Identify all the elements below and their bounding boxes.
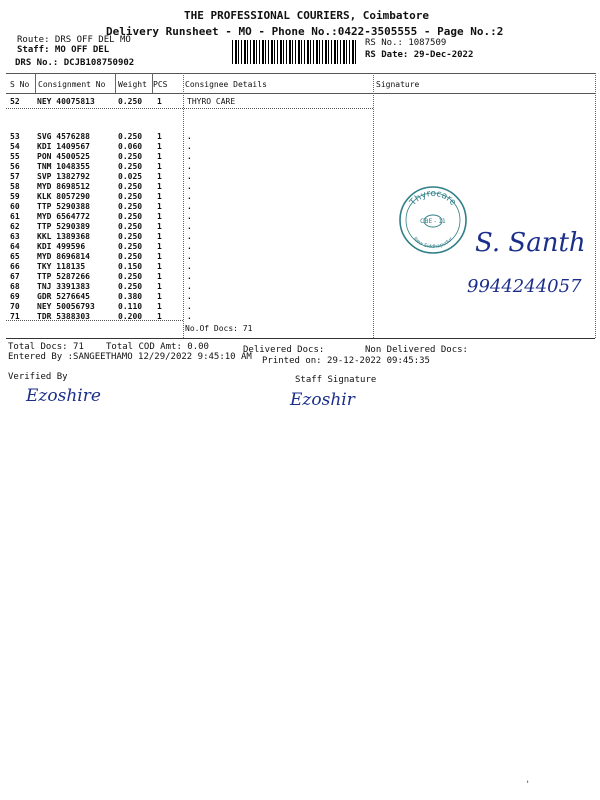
cell-weight: 0.250 bbox=[118, 152, 143, 161]
cell-consignment: KDI 499596 bbox=[37, 242, 86, 251]
rs-number: RS No.: 1087509 bbox=[365, 38, 447, 48]
rs-date: RS Date: 29-Dec-2022 bbox=[365, 50, 474, 60]
cell-consignment: KKL 1389368 bbox=[37, 232, 90, 241]
cell-sno: 68 bbox=[10, 282, 20, 291]
cell-consignee: . bbox=[187, 162, 192, 171]
row-separator bbox=[6, 320, 183, 321]
col-header-consignee: Consignee Details bbox=[185, 80, 267, 89]
cell-consignment: TTP 5290389 bbox=[37, 222, 90, 231]
cell-weight: 0.250 bbox=[118, 252, 143, 261]
col-header-consignment: Consignment No bbox=[38, 80, 106, 89]
cell-consignee: . bbox=[187, 282, 192, 291]
col-header-sno: S No bbox=[10, 80, 30, 89]
cell-sno: 56 bbox=[10, 162, 20, 171]
cell-pcs: 1 bbox=[157, 152, 162, 161]
cell-consignee: . bbox=[187, 152, 192, 161]
receiver-phone: 9944244057 bbox=[467, 276, 582, 297]
cell-pcs: 1 bbox=[157, 242, 162, 251]
stamp-center-text: CBE - 11 bbox=[420, 218, 446, 225]
cell-consignee: . bbox=[187, 262, 192, 271]
cell-consignee: . bbox=[187, 302, 192, 311]
cell-weight: 0.025 bbox=[118, 172, 143, 181]
staff-initials: Ezoshir bbox=[290, 390, 355, 410]
cell-weight: 0.250 bbox=[118, 242, 143, 251]
col-divider bbox=[115, 73, 116, 93]
cell-pcs: 1 bbox=[157, 132, 162, 141]
col-header-weight: Weight bbox=[118, 80, 147, 89]
cell-consignment: TDR 5388303 bbox=[37, 312, 90, 321]
company-stamp bbox=[398, 185, 468, 255]
cell-consignment: TTP 5287266 bbox=[37, 272, 90, 281]
cell-consignment: TKY 118135 bbox=[37, 262, 86, 271]
cell-sno: 58 bbox=[10, 182, 20, 191]
cell-weight: 0.250 bbox=[118, 132, 143, 141]
cell-consignee: . bbox=[187, 172, 192, 181]
cell-sno: 53 bbox=[10, 132, 20, 141]
cell-pcs: 1 bbox=[157, 192, 162, 201]
cell-sno: 64 bbox=[10, 242, 20, 251]
cell-consignee: . bbox=[187, 242, 192, 251]
cell-weight: 0.250 bbox=[118, 212, 143, 221]
cell-consignment: GDR 5276645 bbox=[37, 292, 90, 301]
cell-consignment: MYD 6564772 bbox=[37, 212, 90, 221]
cell-consignee: . bbox=[187, 182, 192, 191]
receiver-signature: S. Santh bbox=[475, 228, 586, 258]
cell-sno: 69 bbox=[10, 292, 20, 301]
cell-sno: 65 bbox=[10, 252, 20, 261]
cell-consignee: . bbox=[187, 142, 192, 151]
staff-signature-label: Staff Signature bbox=[295, 375, 377, 385]
cell-weight: 0.380 bbox=[118, 292, 143, 301]
cell-pcs: 1 bbox=[157, 262, 162, 271]
cell-sno: 71 bbox=[10, 312, 20, 321]
page-mark: ' bbox=[525, 780, 531, 790]
cell-consignment: SVP 1382792 bbox=[37, 172, 90, 181]
no-of-docs: No.Of Docs: 71 bbox=[185, 324, 253, 333]
cell-pcs: 1 bbox=[157, 202, 162, 211]
cell-pcs: 1 bbox=[157, 282, 162, 291]
cell-consignment: MYD 8696814 bbox=[37, 252, 90, 261]
cell-sno: 70 bbox=[10, 302, 20, 311]
cell-pcs: 1 bbox=[157, 292, 162, 301]
cell-consignee: . bbox=[187, 272, 192, 281]
drs-number: DRS No.: DCJB108750902 bbox=[15, 58, 135, 68]
cell-weight: 0.200 bbox=[118, 312, 143, 321]
cell-consignee: . bbox=[187, 192, 192, 201]
cell-sno: 60 bbox=[10, 202, 20, 211]
cell-pcs: 1 bbox=[157, 182, 162, 191]
verified-initials: Ezoshire bbox=[26, 386, 101, 406]
table-header-border bbox=[6, 93, 595, 94]
cell-consignee: . bbox=[187, 252, 192, 261]
cell-sno: 62 bbox=[10, 222, 20, 231]
cell-consignee: THYRO CARE bbox=[187, 97, 236, 106]
cell-pcs: 1 bbox=[157, 302, 162, 311]
cell-sno: 67 bbox=[10, 272, 20, 281]
cell-consignment: TTP 5290388 bbox=[37, 202, 90, 211]
total-cod-amount: Total COD Amt: 0.00 bbox=[106, 342, 209, 352]
cell-weight: 0.110 bbox=[118, 302, 143, 311]
cell-pcs: 1 bbox=[157, 212, 162, 221]
cell-weight: 0.250 bbox=[118, 192, 143, 201]
cell-pcs: 1 bbox=[157, 172, 162, 181]
cell-consignee: . bbox=[187, 222, 192, 231]
cell-pcs: 1 bbox=[157, 252, 162, 261]
cell-sno: 52 bbox=[10, 97, 20, 106]
cell-consignment: KLK 8057290 bbox=[37, 192, 90, 201]
cell-sno: 57 bbox=[10, 172, 20, 181]
cell-pcs: 1 bbox=[157, 232, 162, 241]
cell-pcs: 1 bbox=[157, 97, 162, 106]
stamp-top-text: Thyrocare bbox=[408, 188, 458, 208]
cell-weight: 0.150 bbox=[118, 262, 143, 271]
table-top-border bbox=[6, 73, 595, 74]
staff-label: Staff: MO OFF DEL bbox=[17, 45, 110, 55]
cell-consignment: MYD 8698512 bbox=[37, 182, 90, 191]
col-divider bbox=[35, 73, 36, 93]
cell-weight: 0.250 bbox=[118, 202, 143, 211]
cell-consignment: KDI 1409567 bbox=[37, 142, 90, 151]
cell-sno: 61 bbox=[10, 212, 20, 221]
cell-consignment: SVG 4576288 bbox=[37, 132, 90, 141]
cell-sno: 66 bbox=[10, 262, 20, 271]
non-delivered-docs: Non Delivered Docs: bbox=[365, 345, 468, 355]
col-divider bbox=[373, 73, 374, 338]
route-label: Route: DRS OFF DEL MO bbox=[17, 35, 131, 45]
cell-consignee: . bbox=[187, 312, 192, 321]
cell-sno: 55 bbox=[10, 152, 20, 161]
cell-consignment: PON 4500525 bbox=[37, 152, 90, 161]
delivered-docs: Delivered Docs: bbox=[243, 345, 325, 355]
cell-pcs: 1 bbox=[157, 272, 162, 281]
company-name: THE PROFESSIONAL COURIERS, Coimbatore bbox=[184, 9, 430, 22]
cell-pcs: 1 bbox=[157, 312, 162, 321]
cell-consignee: . bbox=[187, 232, 192, 241]
cell-pcs: 1 bbox=[157, 142, 162, 151]
row-separator bbox=[6, 108, 373, 109]
stamp-bottom-text: New Siddhapudur bbox=[411, 236, 455, 251]
cell-consignee: . bbox=[187, 202, 192, 211]
col-divider bbox=[183, 73, 184, 338]
cell-consignment: TNM 1048355 bbox=[37, 162, 90, 171]
printed-on: Printed on: 29-12-2022 09:45:35 bbox=[262, 356, 430, 366]
entered-by: Entered By :SANGEETHAMO 12/29/2022 9:45:10 AM bbox=[8, 352, 252, 362]
cell-weight: 0.250 bbox=[118, 182, 143, 191]
total-docs: Total Docs: 71 bbox=[8, 342, 84, 352]
cell-consignment: TNJ 3391383 bbox=[37, 282, 90, 291]
runsheet-title: Delivery Runsheet - MO - Phone No.:0422-3505555 - Page No.:2 bbox=[106, 25, 504, 38]
cell-consignment: NEY 50056793 bbox=[37, 302, 95, 311]
cell-consignee: . bbox=[187, 212, 192, 221]
cell-weight: 0.250 bbox=[118, 97, 143, 106]
cell-pcs: 1 bbox=[157, 162, 162, 171]
cell-weight: 0.250 bbox=[118, 162, 143, 171]
cell-pcs: 1 bbox=[157, 222, 162, 231]
col-divider bbox=[595, 73, 596, 338]
barcode bbox=[232, 40, 358, 64]
col-header-pcs: PCS bbox=[153, 80, 168, 89]
col-header-signature: Signature bbox=[376, 80, 420, 89]
cell-sno: 54 bbox=[10, 142, 20, 151]
verified-by-label: Verified By bbox=[8, 372, 68, 382]
cell-weight: 0.250 bbox=[118, 272, 143, 281]
cell-weight: 0.250 bbox=[118, 232, 143, 241]
table-bottom-border bbox=[6, 338, 595, 339]
cell-sno: 63 bbox=[10, 232, 20, 241]
cell-sno: 59 bbox=[10, 192, 20, 201]
cell-consignee: . bbox=[187, 132, 192, 141]
cell-weight: 0.060 bbox=[118, 142, 143, 151]
cell-consignee: . bbox=[187, 292, 192, 301]
cell-weight: 0.250 bbox=[118, 282, 143, 291]
cell-consignment: NEY 40075813 bbox=[37, 97, 95, 106]
cell-weight: 0.250 bbox=[118, 222, 143, 231]
